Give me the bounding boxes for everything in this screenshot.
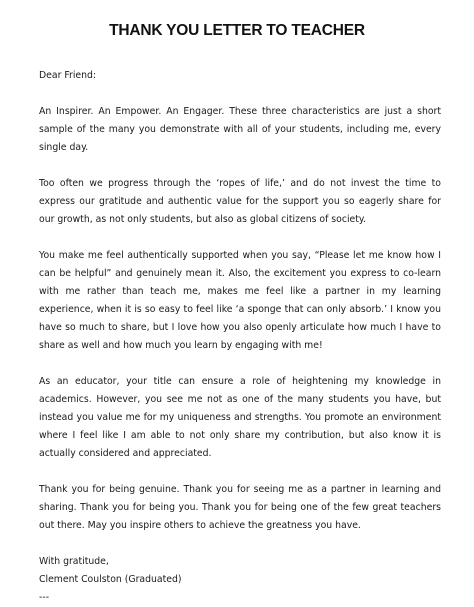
closing: With gratitude,	[39, 556, 109, 567]
trailer-dashes: ---	[39, 592, 50, 603]
signature: Clement Coulston (Graduated)	[39, 574, 182, 585]
paragraph-1: An Inspirer. An Empower. An Engager. These three characteristics are just a short sample of the many you demonstrate with all of your students, including me, every single day.	[39, 106, 441, 153]
letter-body	[39, 67, 441, 607]
salutation: Dear Friend:	[39, 70, 97, 81]
paragraph-5: Thank you for being genuine. Thank you for seeing me as a partner in learning and sharing. Thank you for being you. Thank you for being one of the few great teachers out there. May you inspire others to achieve the greatness you have.	[39, 484, 441, 531]
paragraph-2: Too often we progress through the ‘ropes of life,’ and do not invest the time to express our gratitude and authentic value for the support you so eagerly share for our growth, as not only students, but also as global citizens of society.	[39, 178, 441, 225]
paragraph-3: You make me feel authentically supported when you say, “Please let me know how I can be helpful” and genuinely mean it. Also, the excitement you express to co-learn with me rather than teach me, makes me feel like a partner in my learning experience, when it is so easy to feel like ‘a sponge that can only absorb.’ I know you have so much to share, but I love how you also openly articulate how much I have to share as well and how much you learn by engaging with me!	[39, 250, 441, 351]
paragraph-4: As an educator, your title can ensure a role of heightening my knowledge in academics. However, you see me not as one of the many students you have, but instead you value me for my uniqueness and strengths. You promote an environment where I feel like I am able to not only share my contribution, but also know it is actually considered and appreciated.	[39, 376, 441, 459]
document-title: THANK YOU LETTER TO TEACHER	[109, 22, 365, 39]
